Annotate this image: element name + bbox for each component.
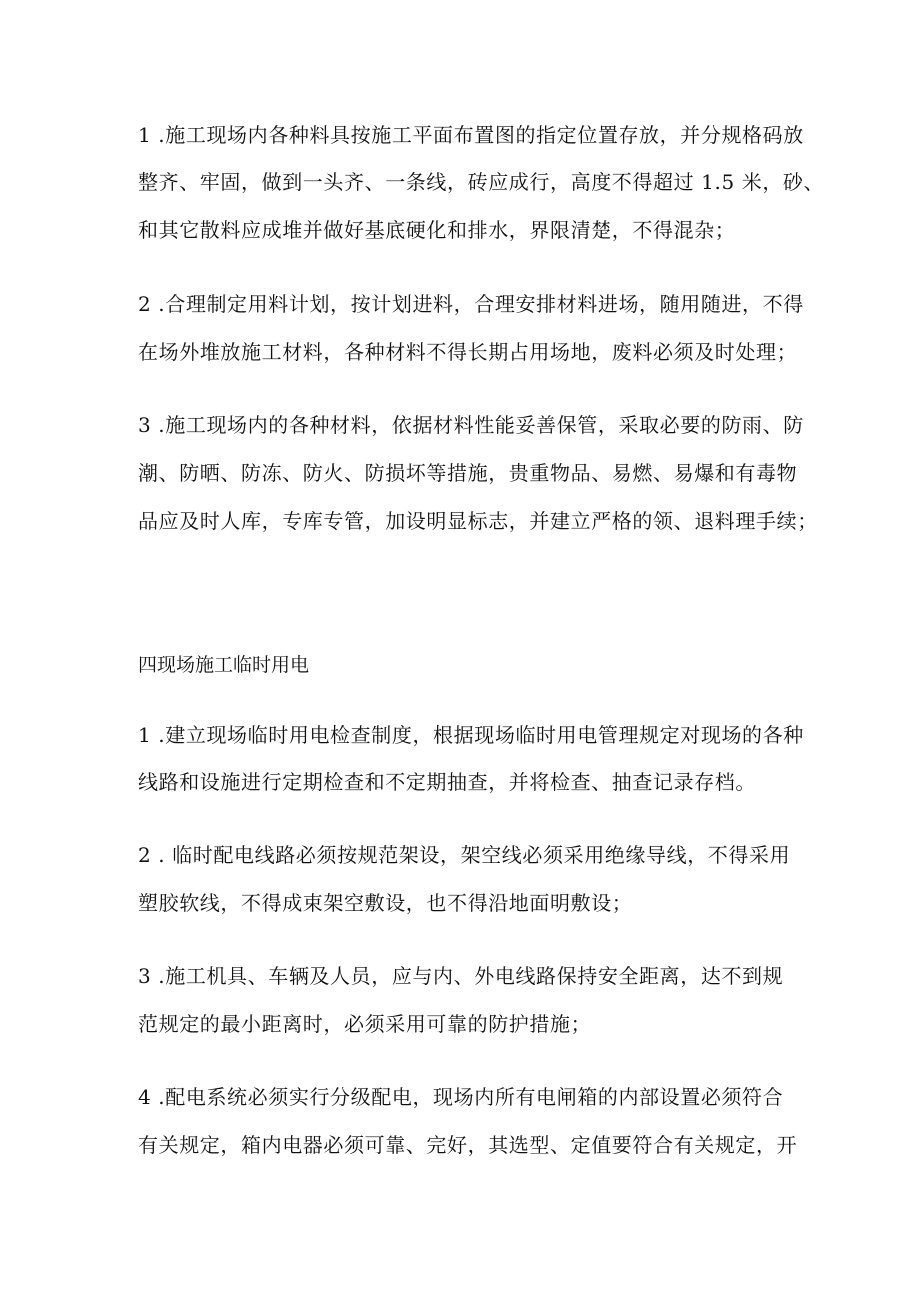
paragraph-line: 线路和设施进行定期检查和不定期抽查，并将检查、抽查记录存档。: [138, 770, 756, 794]
paragraph-line: 品应及时人库，专库专管，加设明显标志，并建立严格的领、退料理手续；: [138, 509, 818, 533]
paragraph-line: 有关规定，箱内电器必须可靠、完好，其选型、定值要符合有关规定，开: [138, 1133, 798, 1157]
section-heading: 四现场施工临时用电: [138, 654, 310, 676]
paragraph-line: 和其它散料应成堆并做好基底硬化和排水，界限清楚，不得混杂；: [138, 218, 736, 242]
paragraph-line: 塑胶软线，不得成束架空敷设，也不得沿地面明敷设；: [138, 891, 633, 915]
paragraph-line: 1 .施工现场内各种料具按施工平面布置图的指定位置存放，并分规格码放: [138, 123, 804, 147]
paragraph-line: 潮、防晒、防冻、防火、防损坏等措施，贵重物品、易燃、易爆和有毒物: [138, 461, 798, 485]
paragraph-line: 3 .施工现场内的各种材料，依据材料性能妥善保管，采取必要的防雨、防: [138, 413, 804, 437]
paragraph-line: 范规定的最小距离时，必须采用可靠的防护措施；: [138, 1012, 592, 1036]
paragraph-line: 2 . 临时配电线路必须按规范架设，架空线必须采用绝缘导线，不得采用: [138, 843, 791, 867]
paragraph-line: 4 .配电系统必须实行分级配电，现场内所有电闸箱的内部设置必须符合: [138, 1085, 784, 1109]
paragraph-line: 1 .建立现场临时用电检查制度，根据现场临时用电管理规定对现场的各种: [138, 723, 804, 747]
paragraph-line: 在场外堆放施工材料，各种材料不得长期占用场地，废料必须及时处理；: [138, 340, 798, 364]
paragraph-line: 整齐、牢固，做到一头齐、一条线，砖应成行，高度不得超过 1.5 米，砂、: [138, 170, 825, 194]
paragraph-line: 3 .施工机具、车辆及人员，应与内、外电线路保持安全距离，达不到规: [138, 964, 784, 988]
paragraph-line: 2 .合理制定用料计划，按计划进料，合理安排材料进场，随用随进，不得: [138, 292, 804, 316]
